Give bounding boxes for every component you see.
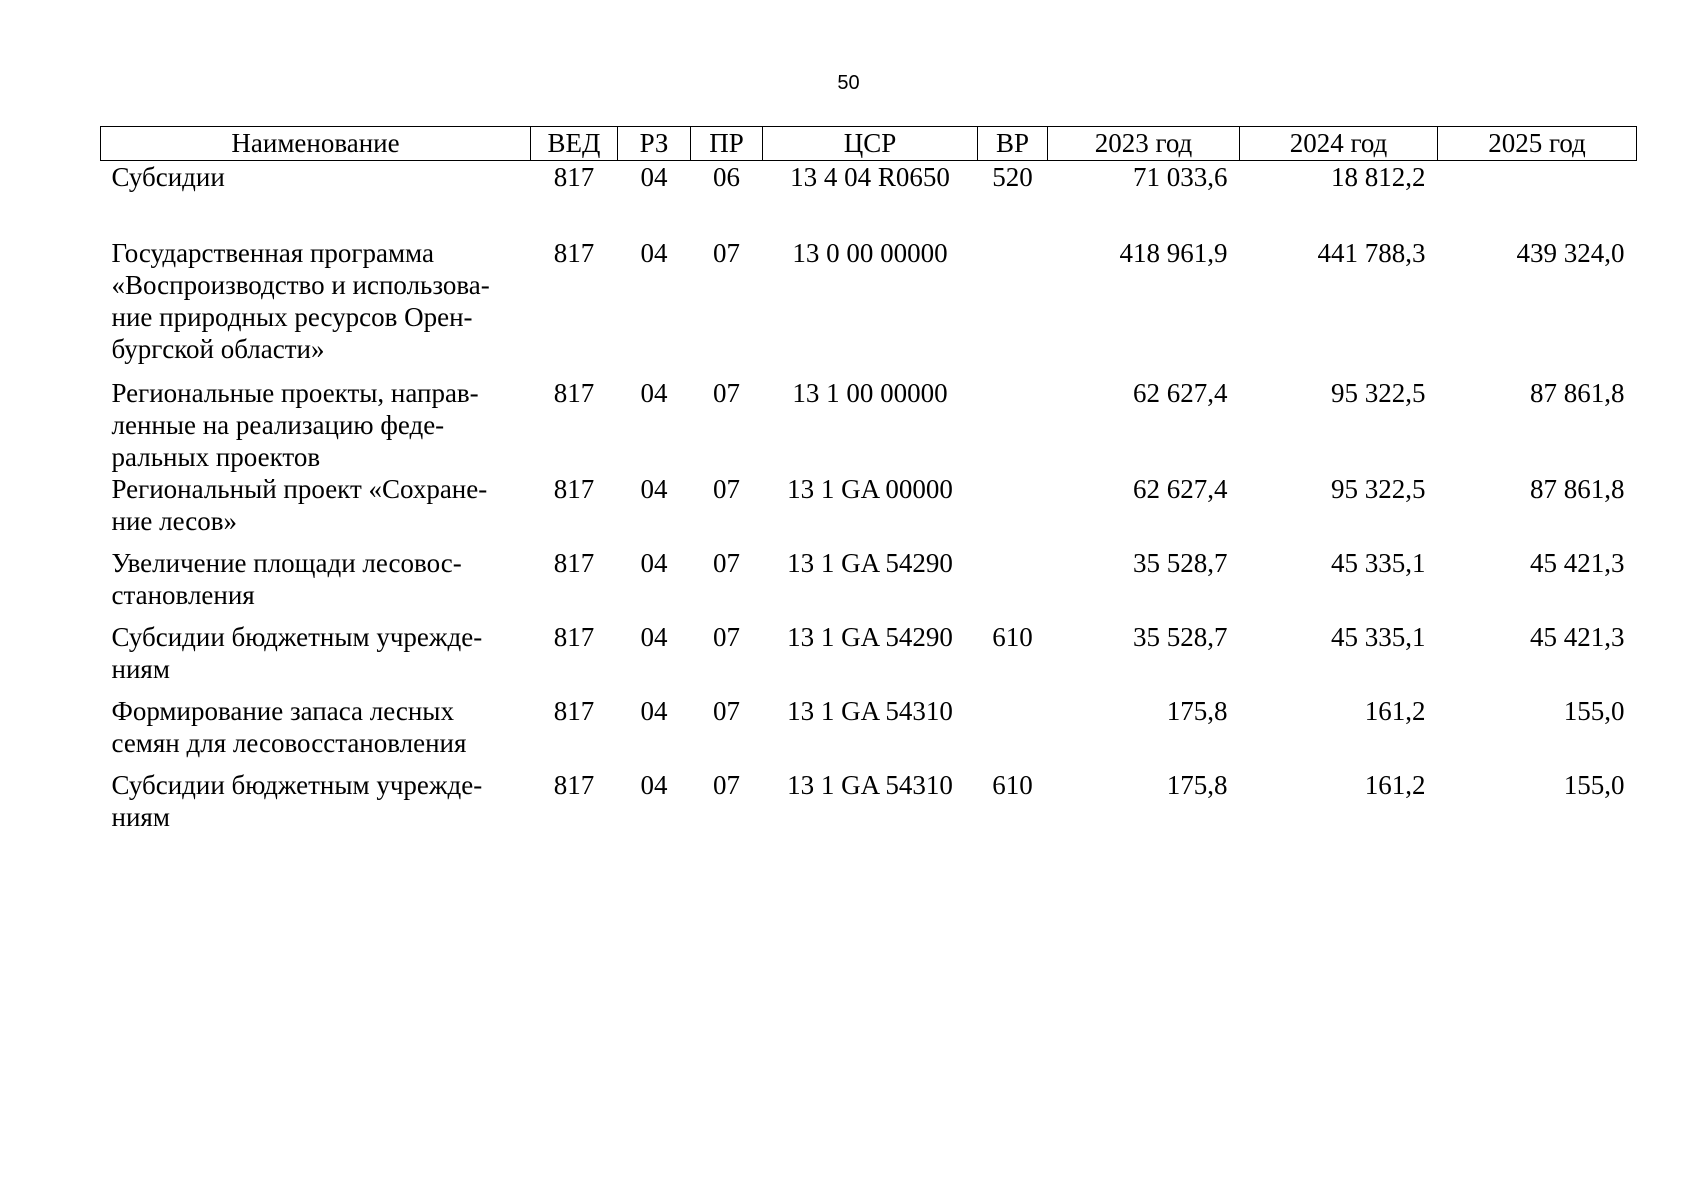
cell-2024: 161,2 bbox=[1364, 696, 1426, 726]
cell-pr: 07 bbox=[713, 696, 740, 726]
cell-vr: 520 bbox=[992, 162, 1033, 192]
cell-name: Региональные проекты, направ-ленные на реализацию феде-ральных проектов bbox=[111, 378, 479, 472]
cell-pr: 07 bbox=[713, 378, 740, 408]
header-2023: 2023 год bbox=[1048, 127, 1240, 161]
cell-pr: 06 bbox=[713, 162, 740, 192]
cell-2025: 45 421,3 bbox=[1530, 622, 1625, 652]
cell-pr: 07 bbox=[713, 770, 740, 800]
table-row bbox=[101, 695, 1637, 769]
cell-vr bbox=[978, 377, 1048, 473]
header-name: Наименование bbox=[101, 127, 531, 161]
table-row bbox=[101, 377, 1637, 473]
cell-2024: 161,2 bbox=[1364, 770, 1426, 800]
cell-2023: 62 627,4 bbox=[1133, 474, 1228, 504]
cell-name: Субсидии бюджетным учрежде-ниям bbox=[111, 622, 483, 684]
cell-name: Государственная программа «Воспроизводство и использова-ние природных ресурсов Орен-бургской области» bbox=[111, 238, 490, 364]
cell-ved: 817 bbox=[553, 474, 595, 504]
cell-ved: 817 bbox=[553, 622, 595, 652]
cell-rz: 04 bbox=[640, 770, 668, 800]
cell-ved: 817 bbox=[553, 378, 595, 408]
cell-2025: 87 861,8 bbox=[1530, 474, 1625, 504]
cell-2024: 18 812,2 bbox=[1331, 162, 1426, 192]
cell-2023: 71 033,6 bbox=[1133, 162, 1228, 192]
cell-vr bbox=[978, 547, 1048, 621]
cell-vr bbox=[978, 473, 1048, 547]
header-2025: 2025 год bbox=[1438, 127, 1637, 161]
cell-csr: 13 1 GA 54290 bbox=[787, 548, 953, 578]
cell-csr: 13 0 00 00000 bbox=[792, 238, 948, 268]
header-rz: РЗ bbox=[618, 127, 691, 161]
cell-2024: 45 335,1 bbox=[1331, 622, 1426, 652]
header-2024: 2024 год bbox=[1240, 127, 1438, 161]
cell-rz: 04 bbox=[640, 548, 668, 578]
cell-name: Субсидии бюджетным учрежде-ниям bbox=[111, 770, 483, 832]
cell-vr: 610 bbox=[992, 770, 1033, 800]
cell-name: Субсидии bbox=[111, 162, 225, 192]
cell-ved: 817 bbox=[553, 770, 595, 800]
cell-pr: 07 bbox=[713, 238, 740, 268]
cell-vr: 610 bbox=[992, 622, 1033, 652]
cell-2025: 87 861,8 bbox=[1530, 378, 1625, 408]
cell-rz: 04 bbox=[640, 378, 668, 408]
cell-csr: 13 1 00 00000 bbox=[792, 378, 948, 408]
cell-2023: 62 627,4 bbox=[1133, 378, 1228, 408]
cell-2025: 155,0 bbox=[1563, 696, 1625, 726]
table-header-row bbox=[101, 127, 1637, 161]
cell-csr: 13 1 GA 54290 bbox=[787, 622, 953, 652]
cell-csr: 13 4 04 R0650 bbox=[790, 162, 950, 192]
header-csr: ЦСР bbox=[763, 127, 978, 161]
cell-csr: 13 1 GA 54310 bbox=[787, 770, 953, 800]
table-row bbox=[101, 237, 1637, 377]
cell-name: Формирование запаса лесных семян для лесовосстановления bbox=[111, 696, 467, 758]
cell-ved: 817 bbox=[553, 238, 595, 268]
cell-2023: 175,8 bbox=[1166, 770, 1228, 800]
header-ved: ВЕД bbox=[531, 127, 618, 161]
table-row bbox=[101, 161, 1637, 238]
cell-ved: 817 bbox=[553, 548, 595, 578]
cell-rz: 04 bbox=[640, 696, 668, 726]
cell-2024: 95 322,5 bbox=[1331, 474, 1426, 504]
budget-table bbox=[100, 126, 1637, 833]
cell-vr bbox=[978, 237, 1048, 377]
cell-2025 bbox=[1438, 161, 1637, 238]
cell-ved: 817 bbox=[553, 696, 595, 726]
table-row bbox=[101, 547, 1637, 621]
cell-2025: 155,0 bbox=[1563, 770, 1625, 800]
cell-pr: 07 bbox=[713, 474, 740, 504]
cell-rz: 04 bbox=[640, 622, 668, 652]
cell-ved: 817 bbox=[553, 162, 595, 192]
cell-pr: 07 bbox=[713, 622, 740, 652]
cell-rz: 04 bbox=[640, 162, 668, 192]
cell-rz: 04 bbox=[640, 238, 668, 268]
header-vr: ВР bbox=[978, 127, 1048, 161]
cell-rz: 04 bbox=[640, 474, 668, 504]
cell-2024: 95 322,5 bbox=[1331, 378, 1426, 408]
page-number: 50 bbox=[837, 72, 860, 94]
table-row bbox=[101, 621, 1637, 695]
cell-2024: 441 788,3 bbox=[1317, 238, 1426, 268]
table-row bbox=[101, 769, 1637, 833]
cell-csr: 13 1 GA 00000 bbox=[787, 474, 953, 504]
cell-name: Увеличение площади лесовос-становления bbox=[111, 548, 462, 610]
cell-name: Региональный проект «Сохране-ние лесов» bbox=[111, 474, 488, 536]
cell-2025: 439 324,0 bbox=[1516, 238, 1625, 268]
cell-2023: 35 528,7 bbox=[1133, 622, 1228, 652]
header-pr: ПР bbox=[691, 127, 763, 161]
cell-csr: 13 1 GA 54310 bbox=[787, 696, 953, 726]
cell-vr bbox=[978, 695, 1048, 769]
table-row bbox=[101, 473, 1637, 547]
cell-2023: 35 528,7 bbox=[1133, 548, 1228, 578]
cell-2024: 45 335,1 bbox=[1331, 548, 1426, 578]
cell-2025: 45 421,3 bbox=[1530, 548, 1625, 578]
cell-2023: 418 961,9 bbox=[1119, 238, 1228, 268]
cell-pr: 07 bbox=[713, 548, 740, 578]
cell-2023: 175,8 bbox=[1166, 696, 1228, 726]
